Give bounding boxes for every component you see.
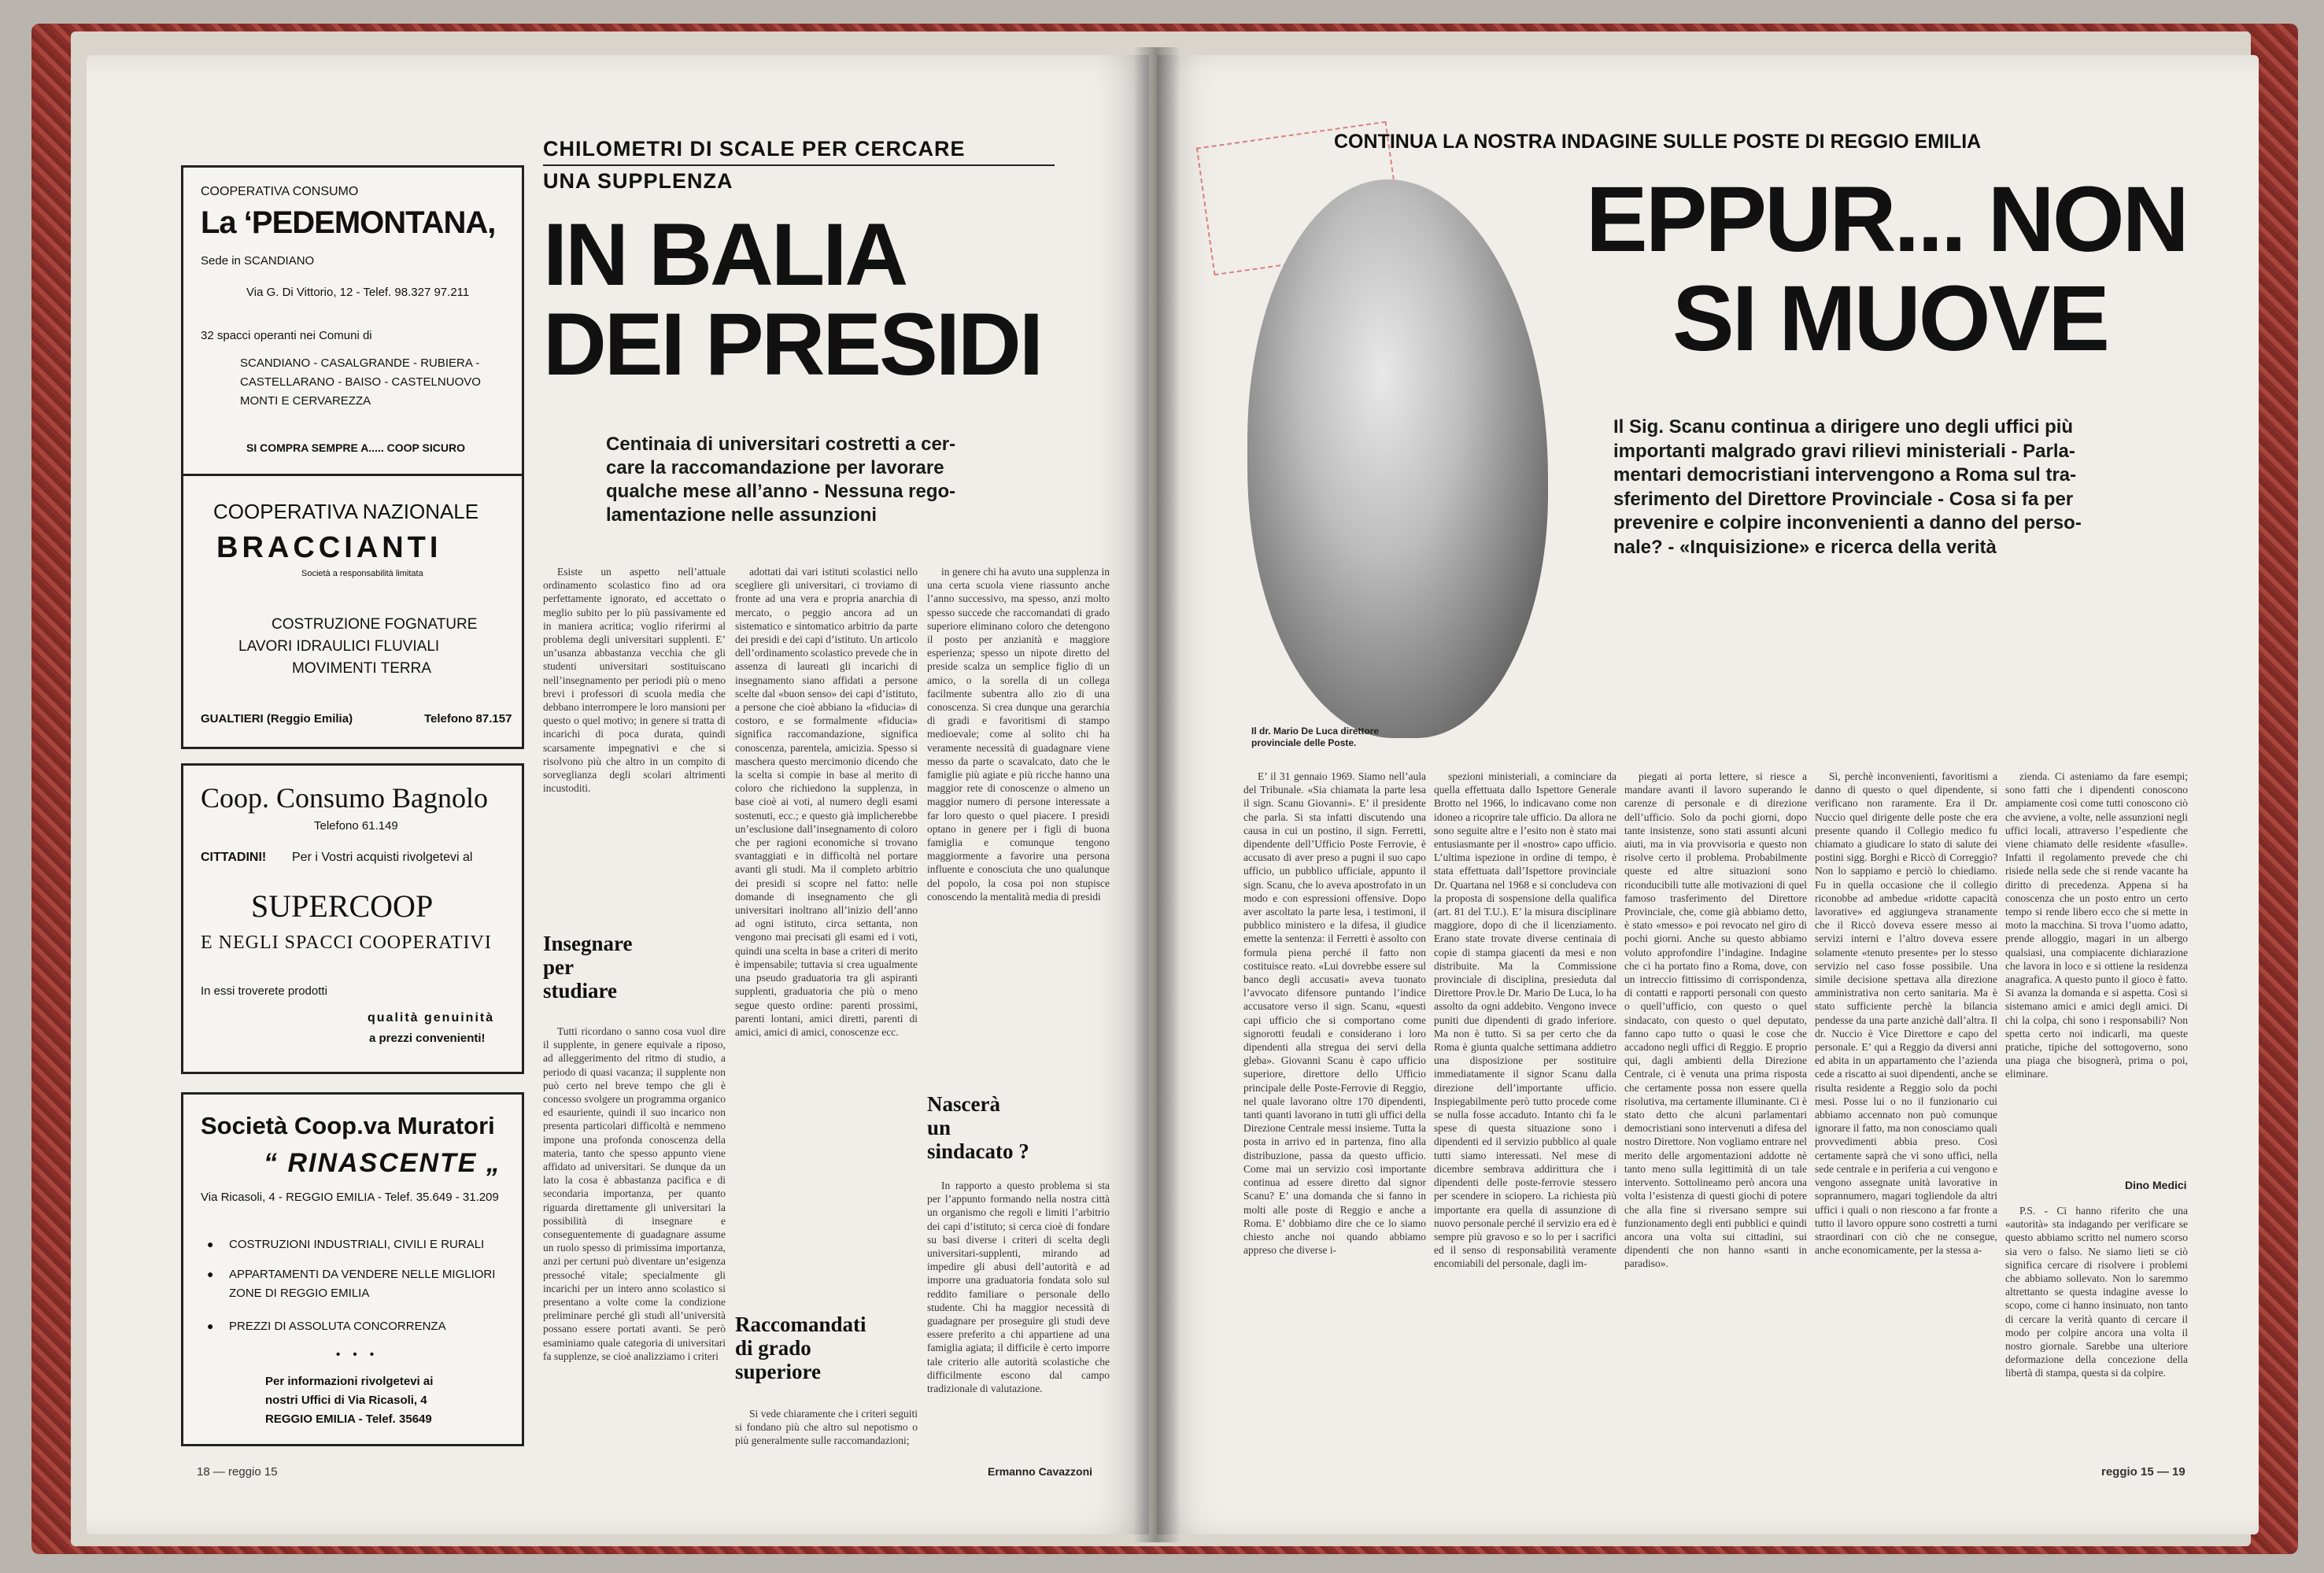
ad-call: Per i Vostri acquisti rivolgetevi al — [292, 851, 473, 864]
page-folio: reggio 15 — 19 — [2101, 1465, 2185, 1479]
subheading-3 — [927, 1092, 1110, 1163]
ad-rinascente — [181, 1092, 524, 1446]
subheading-line: sindacato ? — [927, 1139, 1029, 1163]
body-paragraph: in genere chi ha avuto una supplenza in una certa scuola viene riassunto anche l’anno successivo, ma spesso, anzi molto spesso succede che raccomandati di grado superiore eliminano coloro che detengono il posto per anzianità e maggiore esperienza; spesso un nipote diretto del preside scalza un semplice figlio di un amico, o la sorella di un collega facilmente subentra allo zio di una conoscenza. Si crea dunque una gerarchia di gradi e favoritismi di stampo medioevale; come al solito chi ha veramente necessità di guadagnare viene messo da parte o scavalcato, dato che le famiglie più agiate e più ricche hanno una maggior rete di conoscenze o almeno un maggior numero di persone interessate a far loro questo o quel piacere. I presidi optano in genere per i figli di buona famiglia e comunque tengono maggiormente a favorire una persona influente e conosciuta che uno qualunque del popolo, la cosa poi non stupisce conoscendo la mentalità media di presidi — [927, 566, 1110, 903]
kicker-line-2: UNA SUPPLENZA — [543, 169, 733, 193]
deck-line: qualche mese all’anno - Nessuna rego- — [606, 481, 956, 502]
headline-2: SI MUOVE — [1672, 267, 2108, 371]
body-paragraph: Esiste un aspetto nell’attuale ordinamento scolastico fino ad ora perfettamente ignorato, ed accettato o meglio subito per lo più passivamente ed in maniera acritica; voglio riferirmi al problema degli universitari supplenti. E’ un’usanza abbastanza vecchia che gli studenti universitari sostituiscano nell’insegnamento per periodi più o meno brevi i professori di scuola media che debbano interrompere le loro mansioni per questo o quel motivo; in genere si tratta di incarichi di poca durata, quindi scarsamente impegnativi e che si risolvono più che altro in un compito di sorveglianza degli scolari altrimenti incustoditi. — [543, 566, 726, 795]
ad-bullet-2b: ZONE DI REGGIO EMILIA — [229, 1287, 370, 1300]
ad-place: GUALTIERI (Reggio Emilia) — [201, 712, 353, 726]
postscript — [2005, 1204, 2188, 1476]
ad-bullet-1: COSTRUZIONI INDUSTRIALI, CIVILI E RURALI — [229, 1238, 485, 1251]
ad-found: In essi troverete prodotti — [201, 984, 327, 998]
deck-line: Centinaia di universitari costretti a cer- — [606, 434, 956, 455]
ad-bagnolo — [181, 763, 524, 1074]
deck-line: mentari democristiani intervengono a Roma sul tra- — [1613, 464, 2077, 486]
body-paragraph: piegati ai porta lettere, si riesce a mandare avanti il lavoro superando le carenze di personale e di direzione dell’ufficio. Solo da pochi giorni, dopo tante insistenze, sono stati assunti alcuni aiuti, ma in via provvisoria e questo non risolve certo il problema. Probabilmente queste ed altre situazioni sono riconducibili tutte alle motivazioni di quel famoso trasferimento del Direttore Provinciale, che, come già abbiamo detto, è stato «messo» e poi revocato nel giro di pochi giorni. Anche su questo abbiamo voluto approfondire l’indagine. Indagine che ci ha portato fino a Roma, dove, con un intreccio fittissimo di corrispondenza, di contatti e rapporti personali con questo o quell’ufficio, con questo o quel sindacato, con questo o quel deputato, fanno capo tutto o quasi le cose che accadono negli uffici di Reggio. E proprio qui, dagli ambienti della Direzione Centrale, ci è venuta una prima risposta che certamente possa non essere quella risolutiva, ma certamente illuminante. Ci è stato detto che alcuni parlamentari democristiani sono intervenuti a difesa del nostro Direttore. Non vogliamo entrare nel merito delle argomentazioni addotte nè tanto meno sulla legittimità di un tale intervento. Sottolineamo però ancora una volta l’esistenza di questi giochi di potere che alla fine si riversano sempre sui funzionamento degli enti pubblici e quindi ancora una volta sui cittadini, sui dipendenti che non hanno «santi in paradiso». — [1624, 770, 1807, 1270]
body-paragraph: zienda. Ci asteniamo da fare esempi; sono fatti che i dipendenti conoscono ampiamente così come tutti conoscono ciò che avviene, a volte, nelle assunzioni negli uffici locali, attraverso l’espediente che viene chiamato delle residente «fasulle». Infatti il regolamento prevede che chi risiede nella sede che si rende vacante ha diritto di precedenza. Appena si ha conoscenza che un posto entro un certo tempo si rende libero ecco che si mette in moto la macchina. Si trova l’uomo adatto, prende alloggio, magari in un albergo qualsiasi, una compiacente dichiarazione che lavora in loco e si ottiene la residenza anagrafica. A questo punto il gioco è fatto. Si avanza la domanda e si aspetta. Così si sistemano amici e amici degli amici. Di chi la colpa, chi sono i responsabili? Non spetta certo noi indicarli, ma queste pratiche, tipiche del sottogoverno, sono una piaga che bisognerà, prima o poi, eliminare. — [2005, 770, 2188, 1080]
photo-caption — [1251, 726, 1379, 749]
deck-line: care la raccomandazione per lavorare — [606, 457, 944, 478]
ad-seat: Sede in SCANDIANO — [201, 254, 315, 268]
deck-line: importanti malgrado gravi rilievi ministeriali - Parla- — [1613, 440, 2075, 462]
ad-towns-2: CASTELLARANO - BAISO - CASTELNUOVO — [240, 375, 481, 389]
caption-line: Il dr. Mario De Luca direttore — [1251, 726, 1380, 737]
bullet-icon: ● — [207, 1238, 214, 1250]
bullet-icon: ● — [207, 1268, 214, 1280]
body-paragraph: spezioni ministeriali, a cominciare da quella effettuata dallo Ispettore Generale Brotto nel 1966, lo indicavano come non idoneo a ricoprire tale ufficio. Da allora ne sono seguite altre e l’esito non è stato mai entusiasmante per il «nostro» capo ufficio. L’ultima ispezione in ordine di tempo, è stata effettuata dall’Ispettore provinciale Dr. Quartana nel 1968 e si concludeva con la proposta di sospensione della qualifica (art. 81 del T.U.). E’ la misura disciplinare maggiore, dopo di che il licenziamento. Erano state trovate diverse centinaia di copie di stampa giacenti da mesi e non distribuite. Ma la Commissione provinciale di disciplina, presieduta dal Direttore Prov.le Dr. Mario De Luca, lo ha assolto da ogni addebito. Vengono invece puniti due dipendenti di grado inferiore. Ma non è tutto. Si sa per certo che da Roma è giunta qualche settimana addietro una disposizione per sostituire immediatamente il signor Scanu dalla direzione dell’importante ufficio. Inspiegabilmente però tutto procede come se nulla fosse accaduto. Intanto chi fa le spese di questa situazione sono i dipendenti ed il servizio pubblico al quale tutti siamo interessati. Nel mese di dicembre sembrava addirittura che i dipendenti delle poste-ferrovie stessero per scendere in sciopero. La richiesta più importante era quella di assunzione di nuovo personale perché il servizio era ed è sempre più gravoso e so lo per i sacrifici ed il senso di responsabilità veramente encomiabili del personale, dagli im- — [1434, 770, 1616, 1270]
subheading-line: Raccomandati — [735, 1313, 866, 1336]
ad-slogan: SI COMPRA SEMPRE A..... COOP SICURO — [246, 441, 465, 454]
ad-info-2: nostri Uffici di Via Ricasoli, 4 — [265, 1394, 427, 1407]
deck-line: sferimento del Direttore Provinciale - Cosa si fa per — [1613, 488, 2074, 510]
ad-work-2: LAVORI IDRAULICI FLUVIALI — [238, 638, 440, 655]
page-folio: 18 — reggio 15 — [197, 1465, 278, 1479]
ad-spaces: 32 spacci operanti nei Comuni di — [201, 329, 372, 342]
body-paragraph: In rapporto a questo problema si sta per l’appunto formando nella nostra città un organismo che regoli e limiti l’arbitrio dei capi d’istituto; si cerca cioè di fondare su basi diverse i criteri di scelta degli universitari-supplenti, mirando ad impedire gli abusi dell’autorità e ad imporre una graduatoria fondata solo sul reddito familiare o personale dello studente. Chi ha maggior necessità di guadagnare per proseguire gli studi deve essere preferito a chi appartiene ad una famiglia agiata; il difficile è certo imporre tale criterio alle autorità scolastiche che difficilmente escono dal campo tradizionale di valutazione. — [927, 1180, 1110, 1395]
article-kicker — [543, 137, 1055, 194]
article-column-1b — [543, 1025, 726, 1475]
ad-info-1: Per informazioni rivolgetevi ai — [265, 1375, 434, 1388]
article-column-2 — [735, 565, 918, 1298]
ad-line-3: Società a responsabilità limitata — [301, 569, 423, 578]
ad-quality-2: a prezzi convenienti! — [369, 1032, 486, 1045]
ad-org: COOPERATIVA CONSUMO — [201, 185, 359, 198]
subheading-line: superiore — [735, 1360, 821, 1383]
caption-line: provinciale delle Poste. — [1251, 737, 1357, 748]
article-column-3b — [927, 1179, 1110, 1462]
ad-line-2: BRACCIANTI — [216, 531, 442, 564]
headline-1: IN BALIA — [543, 205, 907, 304]
subheading-line: un — [927, 1116, 951, 1139]
body-paragraph: Si vede chiaramente che i criteri seguiti si fondano più che altro sul nepotismo o più generalmente sulle raccomandazioni; — [735, 1408, 918, 1447]
ad-call-bold: CITTADINI! — [201, 851, 267, 864]
subheading-line: Insegnare — [543, 932, 633, 955]
byline: Dino Medici — [2125, 1179, 2187, 1191]
article-column-2b — [735, 1407, 918, 1475]
ad-phone: Telefono 87.157 — [424, 712, 512, 726]
deck-line: lamentazione nelle assunzioni — [606, 504, 878, 526]
body-paragraph: E’ il 31 gennaio 1969. Siamo nell’aula del Tribunale. «Sia chiamata la parte lesa il sign. Scanu Giovanni». E’ il presidente che parla. Si sta infatti discutendo una causa in cui un postino, il sign. Ferretti, dipendente dell’Ufficio Poste Ferrovie, è accusato di aver preso a pugni il suo capo ufficio, un pubblico ufficiale, appunto il sign. Scanu, che lo aveva apostrofato in un modo e con espressioni offensive. Dopo aver ascoltato la parte lesa, i testimoni, il pubblico ministero e la difesa, il giudice emette la sentenza: il Ferretti è assolto con formula piena perché il fatto non costituisce reato. «Lui dovrebbe essere sul banco degli accusati» aveva tuonato l’avvocato difensore puntando l’indice accusatore verso il sign. Scanu, «questi capi ufficio che si comportano come signorotti feudali e considerano i loro dipendenti alla stregua dei servi della gleba». Giovanni Scanu è capo ufficio superiore, direttore dello Ufficio principale delle Poste-Ferrovie di Reggio, nel quale lavorano oltre 170 dipendenti, tanti quanti lavorano in tutti gli uffici della Direzione Centrale messi insieme. Tutta la posta in arrivo ed in partenza, fino alla distribuzione, passa da questo ufficio. Come mai un servizio così importante continua ad essere diretto dal signor Scanu? E’ una domanda che si fanno in molti alle poste di Reggio e anche a Roma. E’ dobbiamo dire che ce lo siamo chiesto anche noi quando abbiamo appreso che diverse i- — [1243, 770, 1426, 1257]
article-column-1 — [1243, 770, 1426, 1476]
ad-bullet-2a: APPARTAMENTI DA VENDERE NELLE MIGLIORI — [229, 1268, 496, 1281]
article-column-1 — [543, 565, 726, 908]
kicker-line-1: CHILOMETRI DI SCALE PER CERCARE — [543, 137, 1055, 166]
ad-spacci: E NEGLI SPACCI COOPERATIVI — [201, 932, 492, 953]
deck-line: Il Sig. Scanu continua a dirigere uno degli uffici più — [1613, 416, 2074, 438]
body-paragraph: P.S. - Ci hanno riferito che una «autorità» sta indagando per verificare se questo abbiamo scritto nel numero scorso sia vero o falso. Ne siamo lieti se ciò significa cercare di risolvere i problemi che abbiamo sollevato. Non lo saremmo altrettanto se questa indagine avesse lo scopo, come ci hanno insinuato, non tanto di cercare la verità quanto di cercare il modo per colpire ancora una volta il nostro giornale. Sarebbe una ulteriore deformazione della concezione della libertà di stampa, questa si da colpire. — [2005, 1205, 2188, 1379]
ad-phone: Telefono 61.149 — [314, 819, 398, 833]
ad-address: Via G. Di Vittorio, 12 - Telef. 98.327 97.211 — [246, 286, 470, 299]
ad-address: Via Ricasoli, 4 - REGGIO EMILIA - Telef. 35.649 - 31.209 — [201, 1191, 499, 1204]
book-gutter — [1133, 47, 1180, 1542]
article-column-2 — [1434, 770, 1616, 1476]
ad-dots: • • • — [336, 1348, 379, 1361]
headline-2: DEI PRESIDI — [543, 295, 1041, 393]
headline-1: EPPUR... NON — [1586, 168, 2187, 271]
ad-braccianti — [181, 474, 524, 749]
subheading-line: di grado — [735, 1336, 811, 1360]
ad-bullet-3: PREZZI DI ASSOLUTA CONCORRENZA — [229, 1320, 446, 1333]
ad-pedemontana — [181, 165, 524, 508]
subheading-line: per — [543, 955, 574, 979]
right-page — [1157, 55, 2259, 1534]
subheading-line: Nascerà — [927, 1092, 1000, 1116]
article-column-4 — [1815, 770, 1997, 1476]
article-deck — [1613, 415, 2243, 559]
subheading-2 — [735, 1313, 918, 1383]
ad-info-3: REGGIO EMILIA - Telef. 35649 — [265, 1412, 432, 1426]
deck-line: nale? - «Inquisizione» e ricerca della verità — [1613, 536, 1997, 558]
ad-work-3: MOVIMENTI TERRA — [292, 660, 431, 677]
article-column-5 — [2005, 770, 2188, 1174]
article-deck — [606, 433, 1047, 527]
deck-line: prevenire e colpire inconvenienti a danno del perso- — [1613, 512, 2082, 534]
ad-line-1: COOPERATIVA NAZIONALE — [213, 500, 479, 523]
ad-towns-1: SCANDIANO - CASALGRANDE - RUBIERA - — [240, 356, 480, 370]
body-paragraph: Sì, perchè inconvenienti, favoritismi a danno di questo o quel dipendente, si verificano non raramente. Era il Dr. Nuccio quel dirigente delle poste che era presente quando il Collegio medico fu chiamato a giudicare lo stato di salute dei postini sigg. Borghi e Riccò di Correggio? Non lo sappiamo e perciò lo chiediamo. Fu in quella occasione che il collegio riconobbe ad ambedue «ridotte capacità lavorative» ed aggiungeva stranamente che il Riccò doveva essere messo ai servizi interni e l’altro doveva essere solamente «tenuto presente» per lo stesso servizio nel caso fosse possibile. Una simile decisione spettava alla direzione amministrativa non certo sanitaria. Ma è stato sufficiente perchè la bilancia pendesse da una parte anzichè dall’altra. Il dr. Nuccio è Vice Direttore e capo del personale. E’ qui a Reggio da diversi anni ed abita in un appartamento che l’azienda cede a riscatto ai suoi dipendenti, anche se risulta residente a Reggio solo da pochi mesi. Posse lui o no il funzionario cui abbiamo accennato non può comunque ignorare il fatto, ma non conosciamo quali provvedimenti abbia preso. Così certamente saprà che vi sono uffici, nella sede centrale e in periferia a cui vengono e vengono assegnate unità lavorative in soprannumero, magari togliendole da altri uffici i quali o non riescono a far fronte a tutto il lavoro oppure sono costretti a turni straordinari con ciò che ne consegue, anche economicamente, per la stessa a- — [1815, 770, 1997, 1257]
ad-quality-1: qualità genuinità — [368, 1011, 495, 1025]
article-column-3 — [1624, 770, 1807, 1476]
article-kicker: CONTINUA LA NOSTRA INDAGINE SULLE POSTE DI REGGIO EMILIA — [1334, 131, 1982, 153]
article-column-3 — [927, 565, 1110, 1075]
body-paragraph: adottati dai vari istituti scolastici nello scegliere gli universitari, ci troviamo di fronte ad una vera e propria anarchia di mercato, o peggio ancora ad un sistematico e sintomatico arbitrio da parte dei presidi e dei capi d’istituto. Un articolo dell’ordinamento scolastico prevede che in assenza di laureati gli incarichi di insegnamento siano affidati a persone scelte dal «buon senso» dei capi d’istituto, a persone che cioè abbiano la «fiducia» di costoro, e se formalmente «fiducia» significa raccomandazione, significa conoscenza, parentela, amicizia. Spesso si maschera questo mercimonio dicendo che la scelta si compie in base al merito di coloro che richiedono la supplenza, in base cioè ai voti, al numero degli esami sostenuti, ecc.; e questo già implicherebbe un’esclusione dall’insegnamento di coloro che per ragioni economiche si trovano svantaggiati e in difficoltà nel portare avanti gli studi. Ma il completo arbitrio dei presidi si scopre nel fatto: nelle domande di insegnamento che gli universitari inoltrano all’inizio dell’anno ad ogni istituto, circa settanta, non vengono mai precisati gli esami ed i voti, quindi una scelta in base a criteri di merito è impensabile; tuttavia si crea ugualmente una pseudo graduatoria tra gli aspiranti supplenti, graduatoria che più o meno segue questo ordine: parenti prossimi, parenti lontani, amici diretti, parenti di amici, amici di amici, conoscenze ecc. — [735, 566, 918, 1038]
ad-towns-3: MONTI E CERVAREZZA — [240, 394, 371, 408]
body-paragraph: Tutti ricordano o sanno cosa vuol dire il supplente, in genere equivale a riposo, ad alleggerimento del ritmo di studio, a periodo di quasi vacanza; il supplente non può certo nel breve tempo che gli è concesso svolgere un programma organico ed esauriente, quindi il suo incarico non presenta particolari difficoltà e nemmeno impone una profonda conoscenza della materia, tanto che spesso appunto viene affidato ad universitari. Se dunque da un lato la cosa è abbastanza pacifica e di secondaria importanza, per quanto riguarda direttamente gli universitari la possibilità di insegnare e conseguentemente di guadagnare assume un ruolo spesso di primissima importanza, anzi per certuni può diventare un’esigenza pressoché vitale; specialmente gli incarichi per un intero anno scolastico si presentano a volte come la condizione preliminare perché gli studi all’università possano essere portati avanti. Se però esaminiamo quale categoria di universitari fa supplenze, se cioè analizziamo i criteri — [543, 1025, 726, 1362]
byline: Ermanno Cavazzoni — [988, 1465, 1093, 1478]
ad-line-2: “ RINASCENTE „ — [264, 1148, 501, 1178]
ad-line-1: Società Coop.va Muratori — [201, 1112, 495, 1139]
subheading-1 — [543, 932, 726, 1003]
ad-work-1: COSTRUZIONE FOGNATURE — [272, 616, 478, 633]
bullet-icon: ● — [207, 1320, 214, 1332]
ad-name: La ‘PEDEMONTANA, — [201, 205, 496, 240]
left-page — [87, 55, 1149, 1534]
subheading-line: studiare — [543, 979, 618, 1003]
ad-super: SUPERCOOP — [251, 888, 434, 924]
ad-name: Coop. Consumo Bagnolo — [201, 782, 489, 814]
portrait-photo — [1247, 179, 1548, 738]
